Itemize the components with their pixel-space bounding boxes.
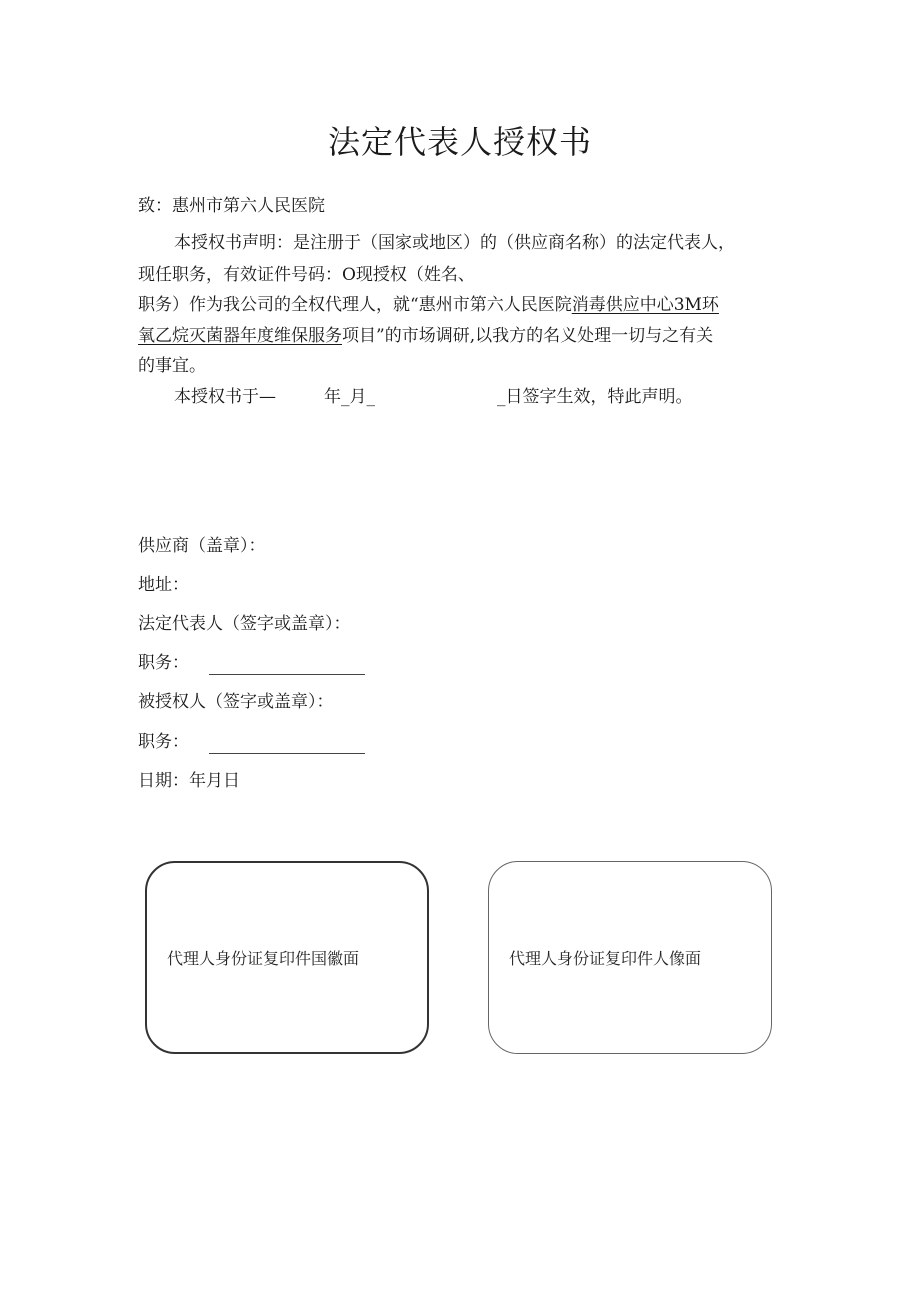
declaration-line-2: 现任职务，有效证件号码：O现授权（姓名、 (138, 265, 475, 285)
id-card-back-box (488, 861, 772, 1054)
id-card-front-label: 代理人身份证复印件国徽面 (167, 949, 360, 968)
declaration-line-1: 本授权书声明：是注册于（国家或地区）的（供应商名称）的法定代表人， (174, 233, 735, 253)
id-card-back-label: 代理人身份证复印件人像面 (509, 949, 702, 968)
declaration-line-5: 的事宜。 (138, 356, 206, 376)
effective-date-prefix: 本授权书于— (174, 387, 276, 407)
position-label-2: 职务： (138, 732, 189, 752)
supplier-seal-field: 供应商（盖章）： (138, 536, 266, 556)
effective-date-year-month: 年_月_ (324, 387, 375, 407)
position-field-1 (138, 651, 365, 675)
address-field: 地址： (138, 575, 189, 595)
agent-signature-field: 被授权人（签字或盖章）： (138, 692, 334, 712)
position-blank-2 (209, 737, 365, 754)
declaration-line-3 (138, 293, 719, 317)
declaration-line-3-text: 职务）作为我公司的全权代理人，就“惠州市第六人民医院 (138, 295, 572, 315)
document-title: 法定代表人授权书 (327, 123, 592, 161)
declaration-line-4-text: 项目”的市场调研,以我方的名义处理一切与之有关 (342, 326, 714, 346)
project-name-part-2: 氧乙烷灭菌器年度维保服务 (138, 326, 342, 346)
project-name-part-1: 消毒供应中心3M环 (571, 295, 719, 315)
effective-date-line (174, 385, 693, 409)
legal-rep-signature-field: 法定代表人（签字或盖章）： (138, 614, 351, 634)
position-field-2 (138, 730, 365, 754)
effective-date-suffix: _日签字生效，特此声明。 (497, 387, 693, 407)
position-blank-1 (209, 658, 365, 675)
declaration-line-4 (138, 324, 713, 348)
id-card-front-box (145, 861, 429, 1054)
addressee: 致：惠州市第六人民医院 (138, 196, 325, 216)
date-field: 日期：年月日 (138, 771, 240, 791)
position-label-1: 职务： (138, 653, 189, 673)
